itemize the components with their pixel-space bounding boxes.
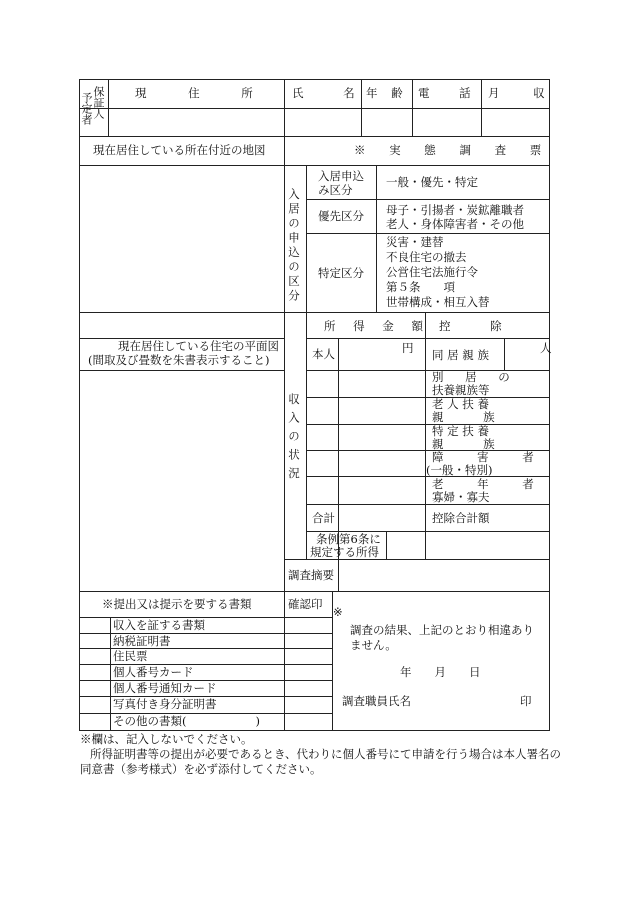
rule: [80, 165, 549, 166]
rule: [504, 338, 505, 370]
document-item: 個人番号通知カード: [113, 681, 217, 695]
entry-category-label-1: 入居申込: [318, 169, 364, 183]
note-2: 所得証明書等の提出が必要であるとき、代わりに個人番号にて申請を行う場合は本人署名の: [90, 747, 562, 761]
address-header: 現 住 所: [135, 86, 253, 100]
rule: [481, 80, 482, 136]
officer-name-label: 調査職員氏名: [342, 694, 411, 708]
survey-summary-label: 調査摘要: [288, 568, 334, 582]
result-mark: ※: [333, 605, 343, 619]
special-value-3: 公営住宅法施行令: [386, 265, 478, 279]
rule: [80, 591, 549, 592]
dependent-5b: (一般・特別): [426, 463, 493, 477]
floorplan-instruction: (間取及び畳数を朱書表示すること): [88, 353, 270, 367]
entry-category-value: 一般・優先・特定: [386, 175, 478, 189]
survey-title: ※ 実 態 調 査 票: [354, 143, 548, 157]
document-item: その他の書類( ): [113, 714, 260, 728]
special-value-5: 世帯構成・相互入替: [386, 295, 490, 309]
rule: [425, 312, 426, 559]
rule: [80, 136, 549, 137]
dependent-2b: 扶養親族等: [432, 383, 490, 397]
deduction-total-label: 控除合計額: [432, 511, 490, 525]
ordinance-income-2: 規定する所得: [310, 545, 379, 559]
application-category-label: 入居の申込の区分: [287, 188, 301, 304]
special-value-1: 災害・建替: [386, 235, 444, 249]
income-status-label: 収入の状況: [287, 393, 301, 486]
rule: [361, 80, 362, 136]
rule: [284, 559, 549, 560]
rule: [306, 397, 549, 398]
dependent-2a: 別 居 の: [432, 370, 511, 384]
entry-category-label-2: み区分: [318, 183, 353, 197]
rule: [284, 80, 285, 136]
result-text-1: 調査の結果、上記のとおり相違あり: [350, 623, 534, 637]
guarantor-label: 保証人: [92, 86, 105, 119]
dependent-4a: 特 定 扶 養: [432, 424, 489, 438]
special-category-label: 特定区分: [318, 266, 364, 280]
cohabiting-relatives: 同 居 親 族: [432, 348, 489, 362]
documents-title: ※提出又は提示を要する書類: [102, 597, 252, 611]
income-header: 月 収: [488, 86, 545, 100]
dependent-3a: 老 人 扶 養: [432, 397, 489, 411]
rule: [80, 312, 549, 313]
dependent-4b: 親 族: [432, 437, 495, 451]
self-label: 本人: [312, 347, 335, 361]
seal-label: 印: [520, 694, 532, 708]
special-value-4: 第５条 項: [386, 280, 455, 294]
dependent-5a: 障 害 者: [432, 450, 534, 464]
priority-value-2: 老人・身体障害者・その他: [386, 217, 524, 231]
rule: [338, 338, 339, 559]
priority-value-1: 母子・引揚者・炭鉱離職者: [386, 203, 524, 217]
note-3: 同意書（参考様式）を必ず添付してください。: [80, 762, 322, 776]
document-item: 写真付き身分証明書: [113, 697, 217, 711]
map-title: 現在居住している所在付近の地図: [93, 143, 266, 157]
dependent-3b: 親 族: [432, 410, 495, 424]
survey-form: [79, 79, 550, 731]
rule: [412, 80, 413, 136]
floorplan-title: 現在居住している住宅の平面図: [118, 339, 279, 353]
note-1: ※欄は、記入しないでください。: [80, 732, 253, 746]
rule: [306, 504, 549, 505]
rule: [284, 136, 285, 731]
special-value-2: 不良住宅の撤去: [386, 250, 467, 264]
document-item: 納税証明書: [113, 634, 171, 648]
person-unit: 人: [540, 341, 552, 355]
result-text-2: ません。: [350, 638, 397, 652]
confirm-seal-label: 確認印: [288, 597, 323, 611]
rule: [110, 617, 111, 731]
rule: [386, 531, 387, 559]
rule: [80, 108, 549, 109]
applicant-label: 予定者: [80, 92, 93, 125]
dependent-6b: 寡婦・寡夫: [432, 490, 490, 504]
rule: [338, 559, 339, 591]
document-item: 住民票: [113, 649, 148, 663]
rule: [306, 233, 549, 234]
income-amount-header: 所 得 金 額: [324, 319, 427, 333]
document-item: 収入を証する書類: [113, 618, 205, 632]
rule: [306, 165, 307, 559]
document-item: 個人番号カード: [113, 665, 194, 679]
rule: [306, 424, 549, 425]
ordinance-income-1: 条例第6条に: [316, 532, 381, 546]
priority-category-label: 優先区分: [318, 209, 364, 223]
yen-unit: 円: [402, 341, 414, 355]
deduction-header: 控 除: [439, 319, 502, 333]
rule: [306, 370, 549, 371]
phone-header: 電 話: [418, 86, 471, 100]
rule: [108, 80, 109, 136]
rule: [376, 165, 377, 312]
rule: [306, 199, 549, 200]
age-header: 年 齢: [366, 86, 403, 100]
name-header: 氏 名: [292, 86, 355, 100]
total-label: 合計: [312, 511, 335, 525]
result-date: 年 月 日: [400, 665, 481, 679]
rule: [306, 338, 549, 339]
dependent-6a: 老 年 者: [432, 477, 534, 491]
rule: [80, 370, 284, 371]
